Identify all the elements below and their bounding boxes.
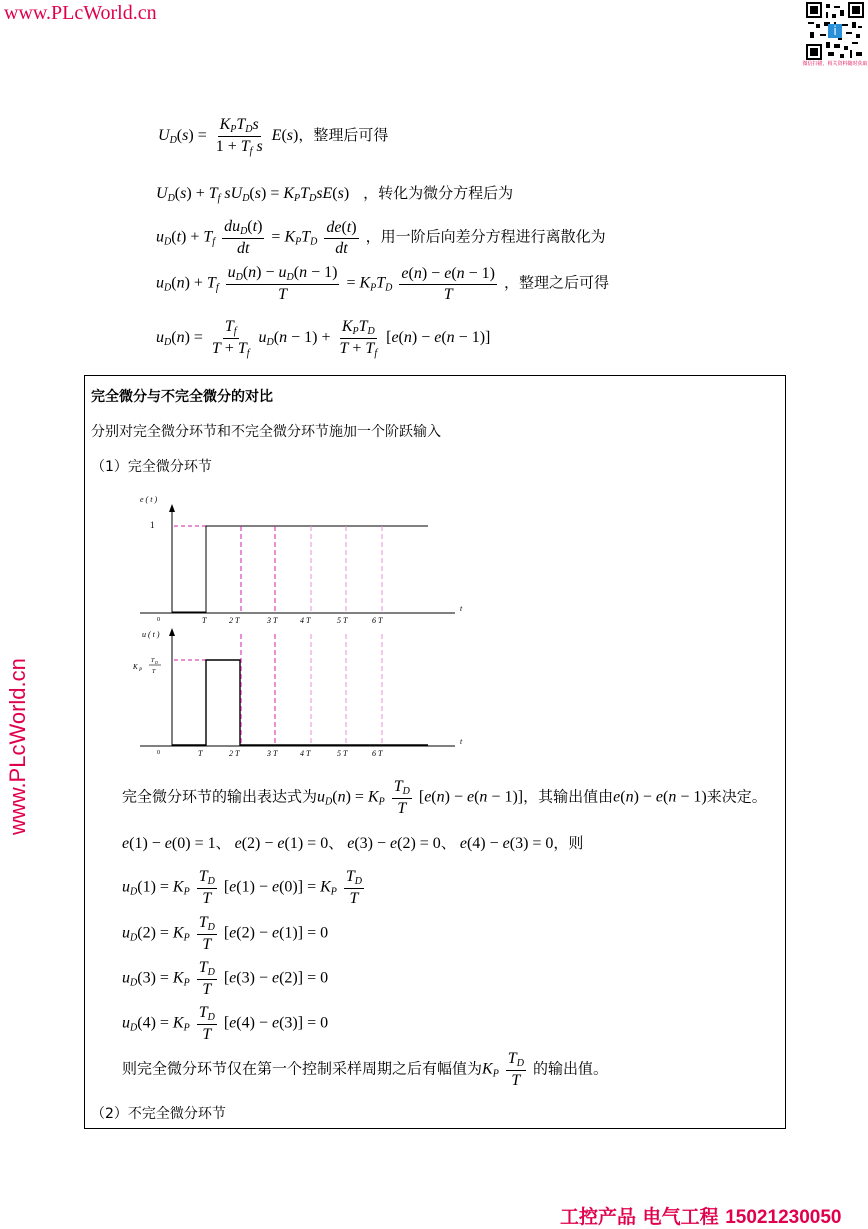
plot2-ylabel: u ( t ) — [142, 630, 160, 639]
plot1-tick-2T: 2 T — [229, 616, 240, 625]
plot2-tick-3T: 3 T — [267, 749, 278, 758]
step-response-plots — [130, 490, 480, 765]
plot2-origin: 0 — [157, 750, 160, 756]
plot2-tick-6T: 6 T — [372, 749, 383, 758]
equation-5: $u_D(n)$ = $\frac{T_f}{T + T_f}$ $u_D(n - 1)$ + $\frac{K_PT_D}{T + T_f}$ [e(n) − e(n − 1)] — [156, 318, 491, 359]
plot2-tick-T: T — [198, 749, 203, 758]
svg-text:i: i — [833, 24, 837, 38]
subsection-2-title: （2）不完全微分环节 — [91, 1106, 226, 1122]
footer-label: 工控产品 电气工程 — [560, 1206, 726, 1228]
plot2-tick-2T: 2 T — [229, 749, 240, 758]
plot2-pulse-signal — [172, 660, 428, 745]
plot1-level-label: 1 — [150, 520, 155, 530]
conclusion-prefix: 则完全微分环节仅在第一个控制采样周期之后有幅值为 — [122, 1059, 483, 1078]
eq3-text: ，用一阶后向差分方程进行离散化为 — [365, 227, 606, 246]
watermark-side: www.PLcWorld.cn — [5, 658, 30, 835]
plot1-xlabel: t — [460, 604, 463, 613]
subsection-1-title: （1）完全微分环节 — [91, 459, 212, 475]
plot1-ylabel: e ( t ) — [140, 495, 158, 504]
footer-contact — [560, 1202, 841, 1229]
plot1-y-arrow — [169, 504, 175, 512]
plot2-y-arrow — [169, 628, 175, 636]
section-intro: 分别对完全微分环节和不完全微分环节施加一个阶跃输入 — [91, 424, 441, 440]
plot2-level-label — [132, 658, 161, 675]
output-expression-line: 完全微分环节的输出表达式为$u_D(n) = K_P$ $\frac{T_D}{T}$ [e(n) − e(n − 1)]，其输出值由e(n) − e(n − 1)来决定。 — [122, 778, 767, 817]
separator: 、 — [328, 834, 344, 852]
ud2-equation: $u_D(2) = K_P$ $\frac{T_D}{T}$ [e(2) − e(1)] = 0 — [122, 914, 329, 953]
equation-4: $u_D(n) + T_f$ $\frac{u_D(n) - u_D(n - 1)}{T}$ = $K_PT_D$ $\frac{e(n) - e(n - 1)}{T}$ ，整理之后可得 — [156, 264, 610, 303]
output-expr-prefix: 完全微分环节的输出表达式为 — [122, 787, 318, 806]
plot1-tick-3T: 3 T — [267, 616, 278, 625]
plot1-tick-6T: 6 T — [372, 616, 383, 625]
separator: 、 — [440, 834, 456, 852]
svg-text:K: K — [133, 663, 138, 671]
svg-text:P: P — [139, 668, 143, 673]
output-expr-suffix: 来决定。 — [706, 787, 767, 806]
plot2-xlabel: t — [460, 737, 463, 746]
plot1-step-signal — [172, 526, 428, 612]
svg-text:D: D — [155, 660, 158, 665]
qr-caption: 微信扫描，相关资料随时获取 — [802, 61, 868, 67]
eq1-text: ，整理后可得 — [298, 126, 389, 145]
svg-text:T: T — [152, 669, 156, 675]
separator: 、 — [215, 834, 231, 852]
svg-text:T: T — [151, 658, 155, 664]
differences-line: e(1) − e(0) = 1、 e(2) − e(1) = 0、 e(3) − e(2) = 0、 e(4) − e(3) = 0，则 — [122, 834, 584, 852]
conclusion-suffix: 的输出值。 — [532, 1059, 608, 1078]
ud3-equation: $u_D(3) = K_P$ $\frac{T_D}{T}$ [e(3) − e(2)] = 0 — [122, 959, 329, 998]
plot1-tick-T: T — [202, 616, 207, 625]
ud1-equation: $u_D(1) = K_P$ $\frac{T_D}{T}$ $[e(1) - e(0)] = K_P$ $\frac{T_D}{T}$ — [122, 868, 363, 907]
conclusion-line: 则完全微分环节仅在第一个控制采样周期之后有幅值为$K_P$ $\frac{T_D}{T}$ 的输出值。 — [122, 1050, 608, 1089]
plot1-tick-5T: 5 T — [337, 616, 348, 625]
diffs-suffix: ，则 — [553, 834, 584, 852]
footer-phone: 15021230050 — [725, 1207, 842, 1228]
eq4-text: ，整理之后可得 — [504, 273, 610, 292]
equation-3: $u_D(t) + T_f$ $\frac{du_D(t)}{dt}$ = $K_PT_D$ $\frac{de(t)}{dt}$ ，用一阶后向差分方程进行离散化为 — [156, 218, 606, 257]
plot2-tick-4T: 4 T — [300, 749, 311, 758]
plot1-origin: 0 — [157, 617, 160, 623]
eq2-text: ，转化为微分方程后为 — [363, 184, 514, 202]
equation-2: $U_D(s) + T_f$ $sU_D(s) = K_PT_DsE(s)$ ，转化为微分方程后为 — [156, 184, 514, 204]
watermark-top: www.PLcWorld.cn — [4, 2, 157, 24]
qr-code-icon — [806, 2, 864, 60]
plot2-tick-5T: 5 T — [337, 749, 348, 758]
equation-1: $U_D(s)$ = $\frac{K_PT_Ds}{1 + T_f s}$ E(s)，整理后可得 — [158, 116, 389, 157]
section-title: 完全微分与不完全微分的对比 — [91, 389, 273, 405]
ud4-equation: $u_D(4) = K_P$ $\frac{T_D}{T}$ [e(4) − e(3)] = 0 — [122, 1004, 329, 1043]
output-expr-mid: ，其输出值由 — [523, 787, 614, 806]
plot1-tick-4T: 4 T — [300, 616, 311, 625]
